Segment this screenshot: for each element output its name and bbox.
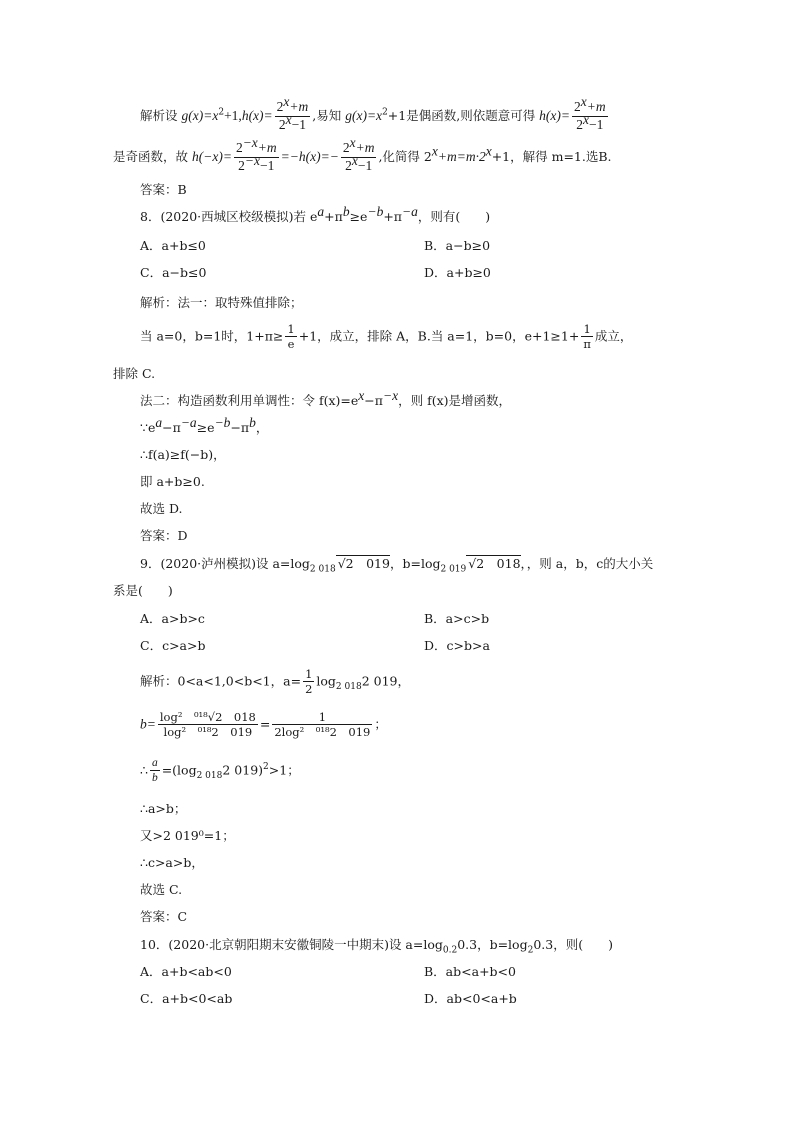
text: 8．(2020·西城区校级模拟)若 e [140, 209, 318, 224]
option-10d: D．ab<0<a+b [424, 991, 517, 1006]
text: 解析：0<a<1,0<b<1，a= [140, 673, 302, 689]
option-8b: B．a−b≥0 [424, 238, 491, 253]
text: +π [324, 209, 343, 224]
answer-9: 答案：C [140, 909, 188, 924]
den: 2 [576, 116, 583, 132]
text: ≥e [349, 209, 368, 224]
option-9d: D．c>b>a [424, 638, 490, 653]
option-8d: D．a+b≥0 [424, 265, 491, 280]
math-g: g(x)=x [181, 107, 219, 123]
text: ，则有( ) [417, 209, 491, 224]
question-9-line-2: 系是( ) [113, 583, 173, 598]
text: ≥e [196, 420, 215, 435]
option-9b: B．a>c>b [424, 611, 490, 626]
math-h-neg: h(−x)= [191, 148, 232, 164]
num: 2 [574, 99, 581, 114]
answer-7: 答案：B [140, 182, 187, 197]
solution-8-line-3: 排除 C. [113, 366, 156, 381]
fraction: $\frac{2^x+m}{2^x-1}$ [342, 135, 375, 173]
answer-8: 答案：D [140, 528, 188, 543]
sqrt: √2 018 [468, 556, 521, 571]
text: 0.3，则( ) [533, 937, 613, 952]
fraction-1-over-pi: $\frac{1}{\pi}$ [583, 322, 591, 352]
math: =−h(x)=− [280, 148, 339, 164]
question-8: 8．(2020·西城区校级模拟)若 $e^a+\pi^b\ge e^{-b}+\pi^{-a}$，则有( ) [140, 203, 491, 224]
text: ，，则 a，b，c的大小关 [520, 556, 654, 571]
fraction [158, 710, 258, 740]
fraction-1-over-e: $\frac{1}{e}$ [287, 322, 295, 352]
text: 0.3，b=log [457, 937, 528, 952]
text: 解析设 [140, 107, 182, 123]
option-10b: B．ab<a+b<0 [424, 964, 516, 979]
subscript: 0.2 [442, 945, 458, 956]
text: ∴ [140, 762, 148, 778]
num: 2 [342, 140, 350, 155]
num2: +m [289, 99, 309, 114]
num: 2 [276, 99, 284, 114]
num: 2 [235, 140, 243, 155]
option-9c: C．c>a>b [140, 638, 206, 653]
radicand: 2 019 [345, 556, 390, 571]
math: +m=m·2 [437, 148, 486, 164]
text: ∵e [140, 420, 156, 435]
num: log² ⁰¹⁸√2 018 [159, 710, 256, 724]
den2: −1 [291, 116, 307, 132]
text: ,化简得 2 [378, 148, 432, 164]
fraction: $\frac{2^x+m}{2^x-1}$ [276, 94, 309, 132]
text: >1； [268, 762, 300, 778]
radicand: 2 018 [476, 556, 521, 571]
math-h2: h(x)= [539, 107, 571, 123]
subscript: 2 019 [440, 564, 467, 575]
den: 2 [278, 116, 286, 132]
solution-7-line-2: 是奇函数，故 h(−x)= $\frac{2^{-x}+m}{2^{-x}-1}$ =−h(x)=− $\frac{2^x+m}{2^x-1}$ ,化简得 $2^x+m=m\cdot 2^x+1$，解得 m=1.选B. [113, 135, 612, 173]
math-g2: g(x)=x [345, 107, 383, 123]
den: log² ⁰¹⁸2 019 [163, 725, 253, 740]
text: +1，成立，排除 A，B.当 a=1，b=0，e+1≥1+ [298, 328, 580, 344]
solution-8-line-1: 解析：法一：取特殊值排除； [140, 295, 303, 310]
solution-8-line-7: 即 a+b≥0. [140, 474, 205, 489]
num: 1 [272, 710, 372, 725]
text: −π [364, 393, 383, 408]
option-8a: A．a+b≤0 [140, 238, 206, 253]
text: −π [230, 420, 250, 435]
text: 当 a=0，b=1时，1+π≥ [140, 328, 284, 344]
solution-8-line-2 [140, 322, 632, 352]
text: +1, [224, 107, 242, 123]
fraction-a-over-b: $\frac{a}{b}$ [151, 757, 158, 785]
solution-8-line-6: ∴f(a)≥f(−b)， [140, 447, 226, 462]
subscript: 2 [527, 945, 534, 956]
solution-7-line-1: 解析设 $g(x)=x^2+1,h(x)=$ $\frac{2^x+m}{2^x-1}$ ,易知 $g(x)=x^2+1$是偶函数,则依题意可得 h(x)= $\frac{2^x+m}{2^x-1}$ [140, 94, 606, 132]
question-9-line-1 [140, 556, 654, 575]
fraction-half: $\frac{1}{2}$ [305, 667, 313, 697]
num2: +m [355, 140, 375, 155]
question-10 [140, 937, 613, 956]
text: 2 019) [222, 762, 264, 778]
solution-8-line-5: $\because e^a-\pi^{-a}\ge e^{-b}-\pi^b$， [140, 414, 269, 435]
solution-9-line-7: 故选 C. [140, 882, 183, 897]
text: =(log [161, 762, 197, 778]
text: ，则 f(x)是增函数， [398, 393, 511, 408]
math-h: h(x)= [241, 107, 273, 123]
den2: −1 [260, 157, 275, 173]
option-9a: A．a>b>c [140, 611, 205, 626]
option-8c: C．a−b≤0 [140, 265, 207, 280]
solution-9-line-2: b= $\frac{\text{log² ⁰¹⁸√2 018}}{\text{log² ⁰¹⁸2 019}}$ = $\frac{1}{\text{2log² ⁰¹⁸2 019}}$ ； [140, 710, 387, 740]
den: 2 [238, 157, 245, 173]
solution-8-line-4: 法二：构造函数利用单调性：令 $f(x)=e^x-\pi^{-x}$，则 f(x)是增函数， [140, 387, 511, 408]
solution-9-line-4: ∴a>b； [140, 801, 187, 816]
text: ，b=log [389, 556, 441, 571]
subscript: 2 018 [309, 564, 336, 575]
text: −π [162, 420, 181, 435]
fraction: $\frac{2^{-x}+m}{2^{-x}-1}$ [235, 135, 277, 173]
option-10c: C．a+b<0<ab [140, 991, 233, 1006]
den: 2log² ⁰¹⁸2 019 [274, 725, 371, 740]
text: log [316, 673, 336, 689]
den2: −1 [589, 116, 604, 132]
den2: −1 [357, 157, 373, 173]
option-10a: A．a+b<ab<0 [140, 964, 232, 979]
text: 成立， [594, 328, 633, 344]
text: ,易知 [312, 107, 346, 123]
text: +1是偶函数,则依题意可得 [387, 107, 540, 123]
fraction [272, 710, 372, 740]
text: 9．(2020·泸州模拟)设 a=log [140, 556, 310, 571]
text: +π [383, 209, 403, 224]
text: ， [255, 420, 269, 435]
solution-9-line-3: ∴ $\frac{a}{b}$ $=(\log_{2 018}2$ 019)$^2$>1； [140, 757, 300, 785]
text: ； [374, 716, 387, 732]
math: b= [140, 716, 156, 732]
den: 2 [345, 157, 352, 173]
text: 10．(2020·北京朝阳期末安徽铜陵一中期末)设 a=log [140, 937, 443, 952]
text: 法二：构造函数利用单调性：令 f(x)=e [140, 393, 359, 408]
solution-8-line-8: 故选 D. [140, 501, 183, 516]
solution-9-line-5: 又>2 019⁰=1； [140, 828, 235, 843]
fraction: $\frac{2^x+m}{2^x-1}$ [574, 94, 606, 132]
sqrt: √2 019 [337, 556, 390, 571]
solution-9-line-1: 解析：0<a<1,0<b<1，a= $\frac{1}{2}$ $\log_{2 018}2$ 019， [140, 667, 410, 697]
num2: +m [586, 99, 606, 114]
solution-9-line-6: ∴c>a>b， [140, 855, 204, 870]
text: 是奇函数，故 [113, 148, 192, 164]
text: +1，解得 m=1.选B. [491, 148, 612, 164]
text: 2 019， [361, 673, 410, 689]
num2: +m [257, 140, 277, 155]
